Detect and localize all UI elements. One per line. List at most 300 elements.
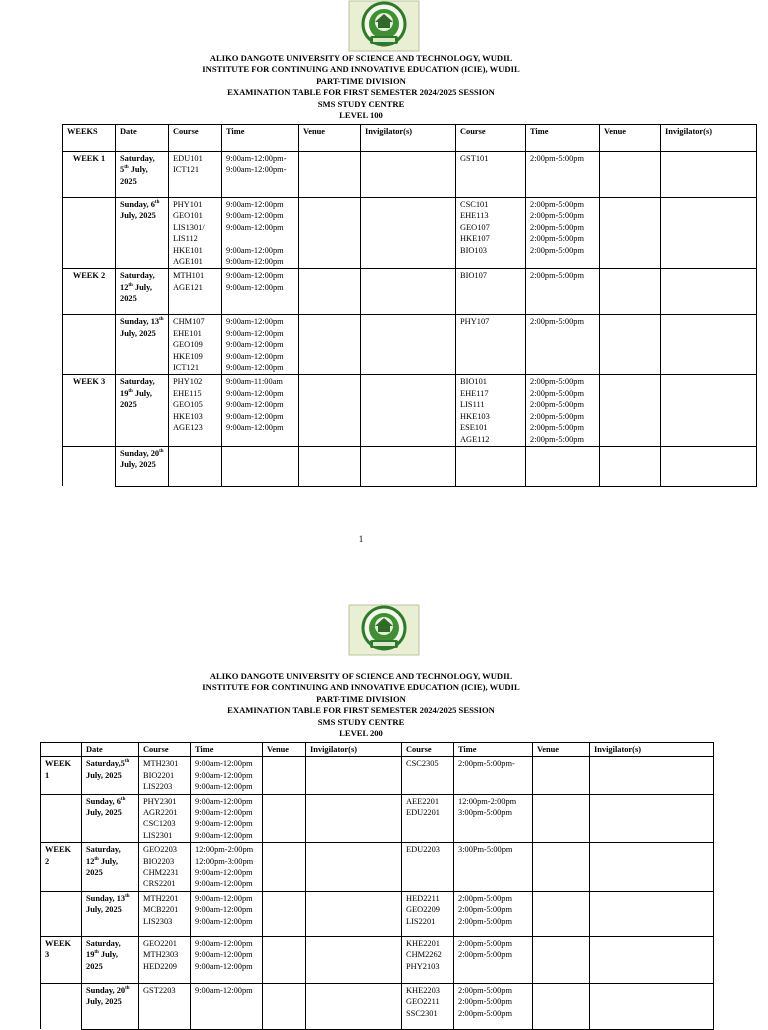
table-row [41, 891, 714, 936]
invigilator-cell [306, 794, 402, 843]
venue-cell [600, 152, 661, 198]
course-cell-line: MCB2201 [143, 905, 179, 915]
time-cell-line: 2:00pm-5:00pm [458, 905, 512, 915]
time-cell-line: 2:00pm-5:00pm [530, 400, 584, 410]
col-header: Time [222, 125, 299, 152]
course-cell-line: PHY102 [173, 377, 203, 387]
course-cell-line: GEO101 [173, 211, 203, 221]
course-cell [456, 446, 526, 486]
week-cell: WEEK 3 [41, 936, 82, 983]
university-logo [348, 0, 420, 52]
course-cell-line: EDU2201 [406, 808, 440, 818]
course-cell-line: KHE2201 [406, 938, 440, 948]
level-label: LEVEL 200 [339, 728, 383, 739]
venue-cell [299, 198, 361, 269]
time-cell-line: 9:00am-12:00pm [195, 808, 253, 818]
col-header: Invigilator(s) [661, 125, 757, 152]
time-cell [222, 315, 299, 375]
course-cell-line: BIO101 [460, 377, 487, 387]
time-cell [526, 446, 600, 486]
course-cell [169, 198, 222, 269]
venue-cell [299, 375, 361, 446]
time-cell [191, 757, 263, 794]
time-cell-line: 2:00pm-5:00pm [530, 411, 584, 421]
invigilator-cell [590, 843, 714, 892]
date-cell: Sunday, 6th July, 2025 [116, 198, 169, 269]
time-cell-line: 9:00am-12:00pm [226, 317, 284, 327]
week-cell [41, 794, 82, 843]
exam-table-level-100 [62, 124, 757, 487]
course-cell-line: CHM2231 [143, 868, 179, 878]
time-cell [526, 315, 600, 375]
course-cell-line: ICT121 [173, 363, 200, 373]
col-header: Venue [263, 743, 306, 757]
venue-cell [299, 152, 361, 198]
time-cell [454, 891, 533, 936]
course-cell-line: LIS1301/ [173, 222, 205, 232]
col-header: Invigilator(s) [361, 125, 456, 152]
invigilator-cell [306, 757, 402, 794]
course-cell-line: BIO2203 [143, 856, 175, 866]
time-cell-line: 2:00pm-5:00pm [530, 245, 584, 255]
col-header: Time [526, 125, 600, 152]
course-cell-line: GST2203 [143, 985, 176, 995]
col-header: Invigilator(s) [306, 743, 402, 757]
course-cell-line: AGE123 [173, 423, 203, 433]
invigilator-cell [361, 198, 456, 269]
week-cell: WEEK 1 [63, 152, 116, 198]
course-cell [456, 375, 526, 446]
time-cell-line: 12:00pm-2:00pm [195, 845, 254, 855]
venue-cell [600, 269, 661, 315]
time-cell-line: 2:00pm-5:00pm [458, 938, 512, 948]
course-cell-line: LIS2303 [143, 916, 173, 926]
time-cell-line: 9:00am-12:00pm [226, 351, 284, 361]
course-cell-line: AEE2201 [406, 796, 440, 806]
course-cell-line: AGR2201 [143, 808, 178, 818]
time-cell [222, 269, 299, 315]
course-cell-line: BIO2201 [143, 770, 175, 780]
course-cell-line: MTH2201 [143, 893, 179, 903]
course-cell-line: PHY2103 [406, 961, 440, 971]
time-cell [454, 794, 533, 843]
time-cell-line: 9:00am-12:00pm [226, 282, 284, 292]
table-row [63, 198, 757, 269]
table-row [63, 375, 757, 446]
study-centre: SMS STUDY CENTRE [317, 98, 405, 109]
time-cell-line: 9:00am-12:00pm [226, 340, 284, 350]
course-cell-line: ICT121 [173, 165, 200, 175]
course-cell-line: HED2209 [143, 961, 177, 971]
time-cell [454, 757, 533, 794]
course-cell-line: MTH2303 [143, 950, 179, 960]
week-cell: WEEK 1 [41, 757, 82, 794]
course-cell-line: CRS2201 [143, 879, 176, 889]
course-cell [169, 152, 222, 198]
course-cell-line: AGE101 [173, 257, 203, 267]
institute-name: INSTITUTE FOR CONTINUING AND INNOVATIVE EDUCATION (ICIE), WUDIL [202, 682, 520, 693]
course-cell-line: EHE101 [173, 328, 202, 338]
course-cell-line: AGE121 [173, 282, 203, 292]
venue-cell [263, 983, 306, 1029]
course-cell-line: LIS112 [173, 234, 198, 244]
time-cell [526, 375, 600, 446]
col-header: Course [402, 743, 454, 757]
time-cell-line: 2:00pm-5:00pm- [458, 759, 515, 769]
exam-header [0, 671, 722, 739]
course-cell-line: CSC101 [460, 200, 489, 209]
time-cell-line: 2:00pm-5:00pm [530, 234, 584, 244]
time-cell-line: 2:00pm-5:00pm [530, 423, 584, 433]
time-cell-line: 2:00pm-5:00pm [458, 997, 512, 1007]
time-cell-line: 12:00pm-3:00pm [195, 856, 254, 866]
course-cell [402, 843, 454, 892]
venue-cell [533, 794, 590, 843]
invigilator-cell [590, 891, 714, 936]
course-cell-line: MTH2301 [143, 759, 179, 769]
time-cell [454, 843, 533, 892]
university-logo [348, 604, 420, 656]
course-cell-line: EDU2203 [406, 845, 440, 855]
course-cell [169, 375, 222, 446]
time-cell-line: 2:00pm-5:00pm [530, 154, 584, 163]
course-cell-line: PHY107 [460, 317, 490, 327]
week-cell [41, 983, 82, 1029]
time-cell-line: 9:00am-11:00am [226, 377, 283, 387]
time-cell-line: 9:00am-12:00pm [195, 916, 253, 926]
invigilator-cell [661, 446, 757, 486]
table-row [63, 152, 757, 198]
invigilator-cell [361, 315, 456, 375]
col-header: Course [456, 125, 526, 152]
time-cell-line: 2:00pm-5:00pm [458, 916, 512, 926]
venue-cell [299, 446, 361, 486]
venue-cell [263, 794, 306, 843]
course-cell-line: EDU101 [173, 154, 203, 163]
week-cell [63, 446, 116, 486]
course-cell-line: HKE103 [173, 411, 203, 421]
date-cell: Sunday, 13th July, 2025 [82, 891, 139, 936]
time-cell-line: 9:00am-12:00pm [226, 363, 284, 373]
course-cell [139, 983, 191, 1029]
time-cell-line: 9:00am-12:00pm [226, 328, 284, 338]
week-cell: WEEK 3 [63, 375, 116, 446]
time-cell-line: 9:00am-12:00pm [226, 200, 284, 209]
col-header: Date [82, 743, 139, 757]
invigilator-cell [590, 983, 714, 1029]
division-name: PART-TIME DIVISION [316, 75, 406, 86]
date-cell: Saturday, 12th July, 2025 [82, 843, 139, 892]
venue-cell [263, 936, 306, 983]
time-cell-line: 9:00am-12:00pm [195, 961, 253, 971]
col-header: Time [454, 743, 533, 757]
time-cell-line: 9:00am-12:00pm [195, 893, 253, 903]
venue-cell [533, 891, 590, 936]
date-cell: Sunday, 20th July, 2025 [82, 983, 139, 1029]
col-header [41, 743, 82, 757]
time-cell-line: 3:00Pm-5:00pm [458, 845, 513, 855]
time-cell [222, 152, 299, 198]
invigilator-cell [306, 936, 402, 983]
course-cell-line: GST101 [460, 154, 489, 163]
exam-table-level-200 [40, 742, 714, 1030]
venue-cell [533, 983, 590, 1029]
course-cell [402, 757, 454, 794]
course-cell-line: LIS2201 [406, 916, 436, 926]
date-cell: Sunday, 6th July, 2025 [82, 794, 139, 843]
invigilator-cell [590, 757, 714, 794]
course-cell-line: GEO2209 [406, 905, 440, 915]
course-cell-line: GEO2201 [143, 938, 177, 948]
time-cell-line: 9:00am-12:00pm [195, 879, 253, 889]
time-cell-line: 2:00pm-5:00pm [530, 271, 584, 281]
time-cell [526, 269, 600, 315]
table-row [63, 269, 757, 315]
week-cell [41, 891, 82, 936]
course-cell-line: HKE101 [173, 245, 203, 255]
course-cell [402, 983, 454, 1029]
venue-cell [263, 757, 306, 794]
invigilator-cell [361, 375, 456, 446]
course-cell-line: BIO103 [460, 245, 487, 255]
date-cell: Saturday, 5th July, 2025 [116, 152, 169, 198]
venue-cell [533, 936, 590, 983]
time-cell-line [458, 961, 528, 972]
study-centre: SMS STUDY CENTRE [317, 716, 405, 727]
table-header-row [63, 125, 757, 152]
venue-cell [533, 843, 590, 892]
invigilator-cell [661, 198, 757, 269]
course-cell-line: GEO105 [173, 400, 203, 410]
week-cell: WEEK 2 [41, 843, 82, 892]
venue-cell [263, 843, 306, 892]
time-cell [191, 891, 263, 936]
time-cell [191, 794, 263, 843]
exam-title: EXAMINATION TABLE FOR FIRST SEMESTER 2024/2025 SESSION [227, 87, 495, 98]
course-cell-line: BIO107 [460, 271, 487, 281]
venue-cell [299, 315, 361, 375]
venue-cell [533, 757, 590, 794]
col-header: Invigilator(s) [590, 743, 714, 757]
invigilator-cell [661, 375, 757, 446]
level-label: LEVEL 100 [339, 110, 383, 121]
time-cell [191, 983, 263, 1029]
week-cell [63, 198, 116, 269]
course-cell-line: HED2211 [406, 893, 440, 903]
time-cell-line: 2:00pm-5:00pm [530, 200, 584, 209]
course-cell [402, 794, 454, 843]
time-cell-line: 9:00am-12:00pm [195, 868, 253, 878]
course-cell-line: PHY101 [173, 200, 203, 209]
col-header: Venue [299, 125, 361, 152]
time-cell-line: 9:00am-12:00pm [226, 211, 284, 221]
time-cell-line: 9:00am-12:00pm [226, 388, 284, 398]
time-cell [526, 152, 600, 198]
course-cell-line: CSC1203 [143, 819, 176, 829]
date-cell: Sunday, 13th July, 2025 [116, 315, 169, 375]
date-cell: Saturday, 19th July, 2025 [82, 936, 139, 983]
venue-cell [263, 891, 306, 936]
invigilator-cell [361, 152, 456, 198]
col-header: Venue [600, 125, 661, 152]
date-cell: Saturday,5th July, 2025 [82, 757, 139, 794]
time-cell-line: 2:00pm-5:00pm [530, 388, 584, 398]
col-header: Course [169, 125, 222, 152]
time-cell-line: 12:00pm-2:00pm [458, 796, 517, 806]
university-name: ALIKO DANGOTE UNIVERSITY OF SCIENCE AND TECHNOLOGY, WUDIL [209, 53, 513, 63]
invigilator-cell [590, 936, 714, 983]
venue-cell [600, 198, 661, 269]
time-cell [454, 983, 533, 1029]
week-cell [63, 315, 116, 375]
course-cell [456, 269, 526, 315]
course-cell [139, 794, 191, 843]
table-row [41, 794, 714, 843]
invigilator-cell [361, 446, 456, 486]
course-cell-line: GEO109 [173, 340, 203, 350]
time-cell-line: 9:00am-12:00pm- [226, 154, 287, 163]
course-cell-line: EHE117 [460, 388, 489, 398]
time-cell-line: 9:00am-12:00pm [195, 985, 253, 995]
invigilator-cell [661, 152, 757, 198]
time-cell-line: 2:00pm-5:00pm [530, 211, 584, 221]
date-cell: Sunday, 20th July, 2025 [116, 446, 169, 486]
time-cell [526, 198, 600, 269]
course-cell-line: HKE103 [460, 411, 490, 421]
course-cell-line: ESE101 [460, 423, 488, 433]
course-cell-line: LIS111 [460, 400, 485, 410]
course-cell [456, 198, 526, 269]
table-row [41, 843, 714, 892]
time-cell-line: 2:00pm-5:00pm [458, 985, 512, 995]
col-header: Time [191, 743, 263, 757]
time-cell-line: 2:00pm-5:00pm [530, 317, 584, 327]
course-cell-line: HKE107 [460, 234, 490, 244]
course-cell-line: EHE113 [460, 211, 489, 221]
time-cell-line: 9:00am-12:00pm [195, 782, 253, 792]
course-cell [456, 315, 526, 375]
exam-title: EXAMINATION TABLE FOR FIRST SEMESTER 2024/2025 SESSION [227, 705, 495, 716]
invigilator-cell [306, 843, 402, 892]
invigilator-cell [590, 794, 714, 843]
venue-cell [600, 315, 661, 375]
time-cell-line: 9:00am-12:00pm [195, 819, 253, 829]
time-cell-line: 9:00am-12:00pm [195, 830, 253, 840]
col-header: Venue [533, 743, 590, 757]
time-cell-line: 9:00am-12:00pm [226, 245, 284, 255]
time-cell-line: 9:00am-12:00pm [195, 759, 253, 769]
time-cell-line: 9:00am-12:00pm [226, 222, 284, 232]
university-name: ALIKO DANGOTE UNIVERSITY OF SCIENCE AND TECHNOLOGY, WUDIL [209, 671, 513, 681]
time-cell-line: 9:00am-12:00pm [226, 411, 284, 421]
table-row [41, 936, 714, 983]
time-cell [222, 375, 299, 446]
time-cell-line: 2:00pm-5:00pm [530, 434, 584, 444]
time-cell-line: 9:00am-12:00pm [195, 770, 253, 780]
division-name: PART-TIME DIVISION [316, 693, 406, 704]
venue-cell [299, 269, 361, 315]
time-cell-line: 9:00am-12:00pm [195, 796, 253, 806]
invigilator-cell [306, 891, 402, 936]
time-cell [454, 936, 533, 983]
time-cell [191, 936, 263, 983]
course-cell-line: LIS2301 [143, 830, 173, 840]
invigilator-cell [306, 983, 402, 1029]
course-cell [169, 446, 222, 486]
date-cell: Saturday, 19th July, 2025 [116, 375, 169, 446]
week-cell: WEEK 2 [63, 269, 116, 315]
course-cell-line: CHM2262 [406, 950, 442, 960]
course-cell-line: KHE2203 [406, 985, 440, 995]
course-cell-line: AGE112 [460, 434, 490, 444]
date-cell: Saturday, 12th July, 2025 [116, 269, 169, 315]
time-cell-line: 3:00pm-5:00pm [458, 808, 512, 818]
exam-header [0, 53, 722, 121]
time-cell-line [226, 233, 294, 244]
table-row [41, 757, 714, 794]
time-cell-line: 2:00pm-5:00pm [458, 950, 512, 960]
time-cell-line: 9:00am-12:00pm [226, 257, 284, 267]
course-cell [402, 891, 454, 936]
course-cell-line: EHE115 [173, 388, 202, 398]
course-cell-line: GEO2211 [406, 997, 440, 1007]
time-cell [222, 446, 299, 486]
table-header-row [41, 743, 714, 757]
course-cell-line: LIS2203 [143, 782, 173, 792]
venue-cell [600, 375, 661, 446]
institute-name: INSTITUTE FOR CONTINUING AND INNOVATIVE EDUCATION (ICIE), WUDIL [202, 64, 520, 75]
course-cell [456, 152, 526, 198]
time-cell-line: 2:00pm-5:00pm [530, 377, 584, 387]
invigilator-cell [661, 269, 757, 315]
col-header: WEEKS [63, 125, 116, 152]
course-cell [139, 891, 191, 936]
time-cell-line: 9:00am-12:00pm [226, 400, 284, 410]
course-cell-line: MTH101 [173, 271, 205, 281]
course-cell-line: GEO107 [460, 222, 490, 232]
course-cell [402, 936, 454, 983]
page-2 [0, 604, 768, 1024]
time-cell-line: 9:00am-12:00pm [226, 271, 284, 281]
page-number: 1 [358, 534, 364, 544]
table-row [41, 983, 714, 1029]
time-cell-line: 2:00pm-5:00pm [458, 893, 512, 903]
course-cell [169, 315, 222, 375]
time-cell-line: 9:00am-12:00pm [226, 423, 284, 433]
course-cell [139, 757, 191, 794]
col-header: Date [116, 125, 169, 152]
venue-cell [600, 446, 661, 486]
table-row [63, 446, 757, 486]
course-cell [169, 269, 222, 315]
time-cell-line: 2:00pm-5:00pm [458, 1008, 512, 1018]
course-cell [139, 936, 191, 983]
course-cell-line: CSC2305 [406, 759, 439, 769]
course-cell [139, 843, 191, 892]
course-cell-line: CHM107 [173, 317, 205, 327]
time-cell-line: 9:00am-12:00pm- [226, 165, 287, 175]
time-cell-line: 9:00am-12:00pm [195, 950, 253, 960]
course-cell-line: PHY2301 [143, 796, 177, 806]
time-cell [222, 198, 299, 269]
col-header: Course [139, 743, 191, 757]
time-cell-line: 2:00pm-5:00pm [530, 222, 584, 232]
table-row [63, 315, 757, 375]
time-cell [191, 843, 263, 892]
invigilator-cell [661, 315, 757, 375]
invigilator-cell [361, 269, 456, 315]
course-cell-line: GEO2203 [143, 845, 177, 855]
